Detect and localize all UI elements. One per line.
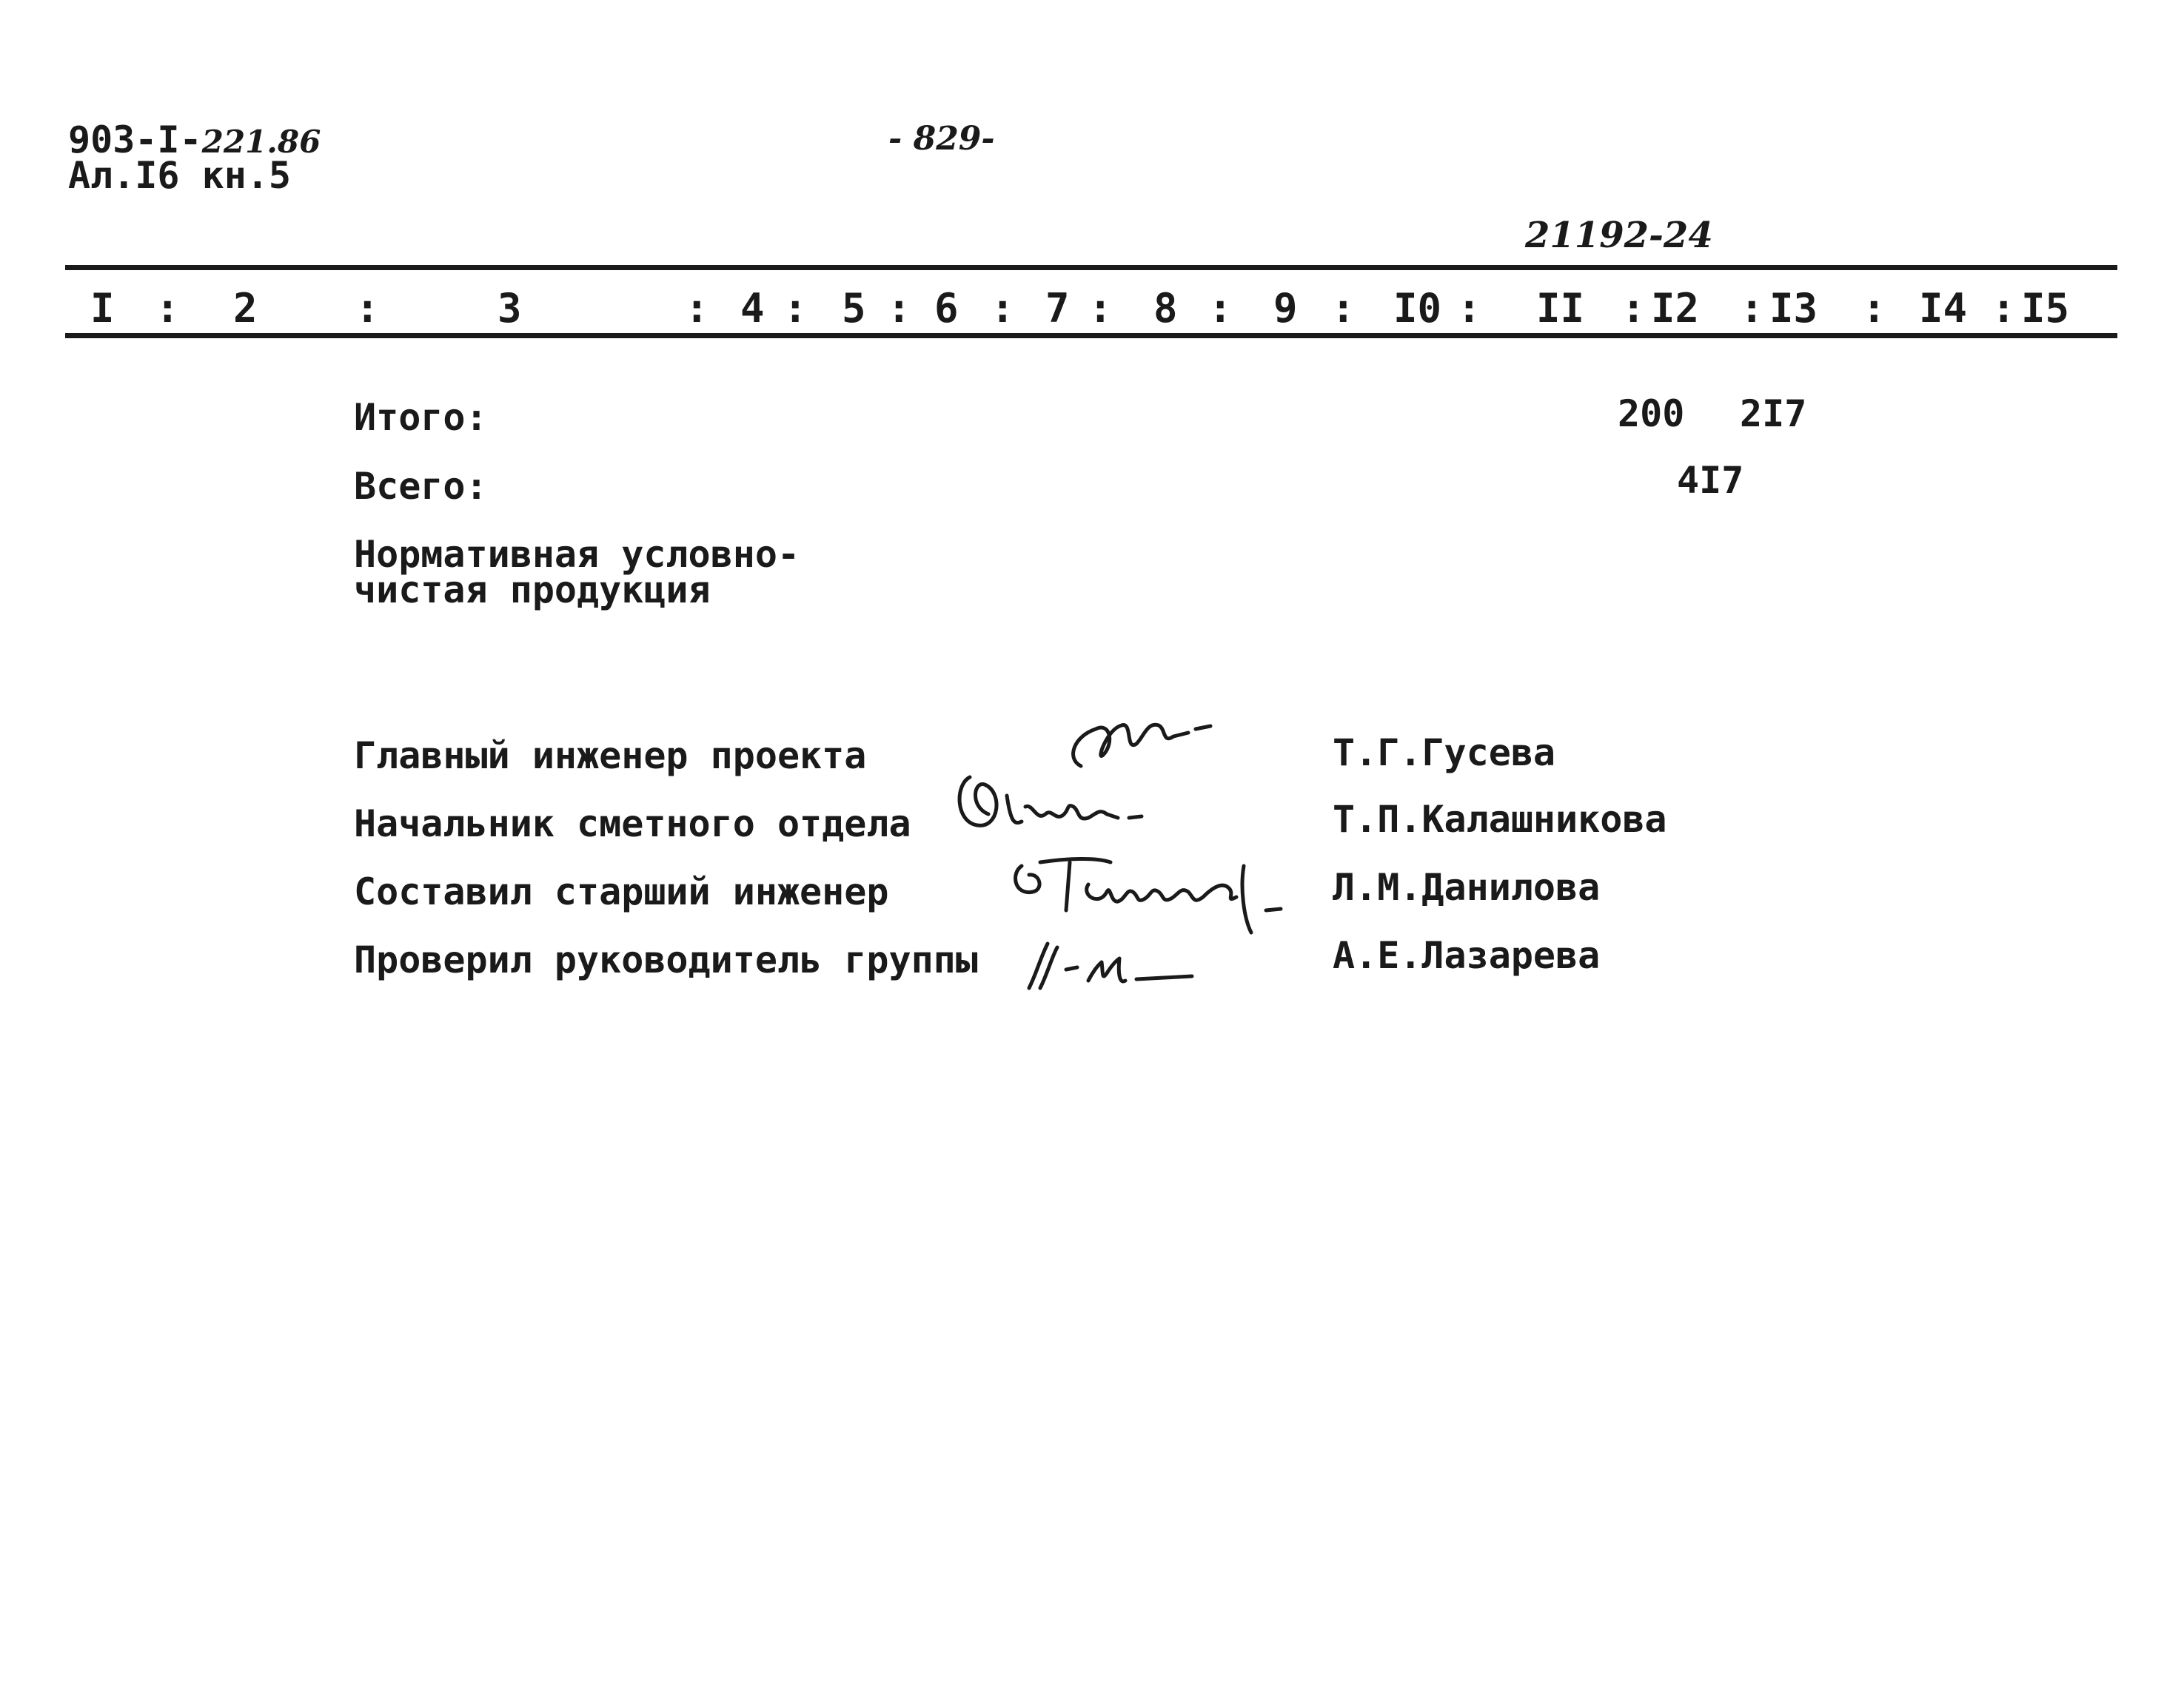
col-sep: : — [1088, 285, 1113, 332]
signature-name-2: Т.П.Калашникова — [1333, 798, 1667, 841]
col-num-14: I4 — [1919, 285, 1968, 332]
col-num-10: I0 — [1393, 285, 1442, 332]
col-num-15: I5 — [2021, 285, 2070, 332]
col-sep: : — [1457, 285, 1481, 332]
col-sep: : — [783, 285, 808, 332]
col-sep: : — [685, 285, 709, 332]
itogo-col11-value: 200 — [1618, 392, 1685, 435]
vsego-value: 4I7 — [1677, 459, 1744, 502]
handwritten-signature-3 — [999, 844, 1296, 940]
signature-name-4: А.Е.Лазарева — [1333, 934, 1601, 977]
col-num-8: 8 — [1153, 285, 1178, 332]
col-num-13: I3 — [1769, 285, 1818, 332]
signature-role-2: Начальник сметного отдела — [354, 802, 911, 845]
col-sep: : — [1992, 285, 2016, 332]
signature-role-1: Главный инженер проекта — [354, 734, 867, 777]
table-bottom-rule — [65, 333, 2117, 338]
col-num-11: II — [1536, 285, 1585, 332]
col-num-4: 4 — [740, 285, 765, 332]
col-num-5: 5 — [842, 285, 866, 332]
signature-name-1: Т.Г.Гусева — [1333, 731, 1556, 774]
album-book: Ал.I6 кн.5 — [68, 154, 292, 197]
handwritten-signature-2 — [948, 762, 1155, 844]
col-num-2: 2 — [233, 285, 258, 332]
vsego-label: Всего: — [354, 465, 488, 508]
col-sep: : — [1331, 285, 1356, 332]
itogo-col12-value: 2I7 — [1740, 392, 1807, 435]
col-num-1: I — [90, 285, 115, 332]
col-sep: : — [1862, 285, 1886, 332]
col-sep: : — [155, 285, 180, 332]
col-sep: : — [1740, 285, 1764, 332]
col-sep: : — [1621, 285, 1646, 332]
col-num-7: 7 — [1045, 285, 1070, 332]
project-number: 21192-24 — [1525, 215, 1713, 256]
col-sep: : — [355, 285, 380, 332]
col-num-12: I2 — [1651, 285, 1700, 332]
normative-label-line1: Нормативная условно- — [354, 533, 800, 576]
col-sep: : — [991, 285, 1015, 332]
col-sep: : — [1208, 285, 1233, 332]
col-num-6: 6 — [934, 285, 959, 332]
doc-code-printed: 903-I- — [68, 118, 202, 161]
col-sep: : — [887, 285, 911, 332]
signature-role-3: Составил старший инженер — [354, 870, 889, 913]
page-number: - 829- — [888, 120, 995, 158]
signature-name-3: Л.М.Данилова — [1333, 866, 1601, 909]
col-num-9: 9 — [1273, 285, 1298, 332]
itogo-label: Итого: — [354, 396, 488, 439]
table-top-rule — [65, 265, 2117, 270]
handwritten-signature-4 — [1014, 929, 1222, 1003]
col-num-3: 3 — [498, 285, 522, 332]
signature-role-4: Проверил руководитель группы — [354, 938, 978, 981]
doc-code-handwritten: 221.86 — [201, 124, 321, 160]
normative-label-line2: чистая продукция — [354, 568, 711, 611]
